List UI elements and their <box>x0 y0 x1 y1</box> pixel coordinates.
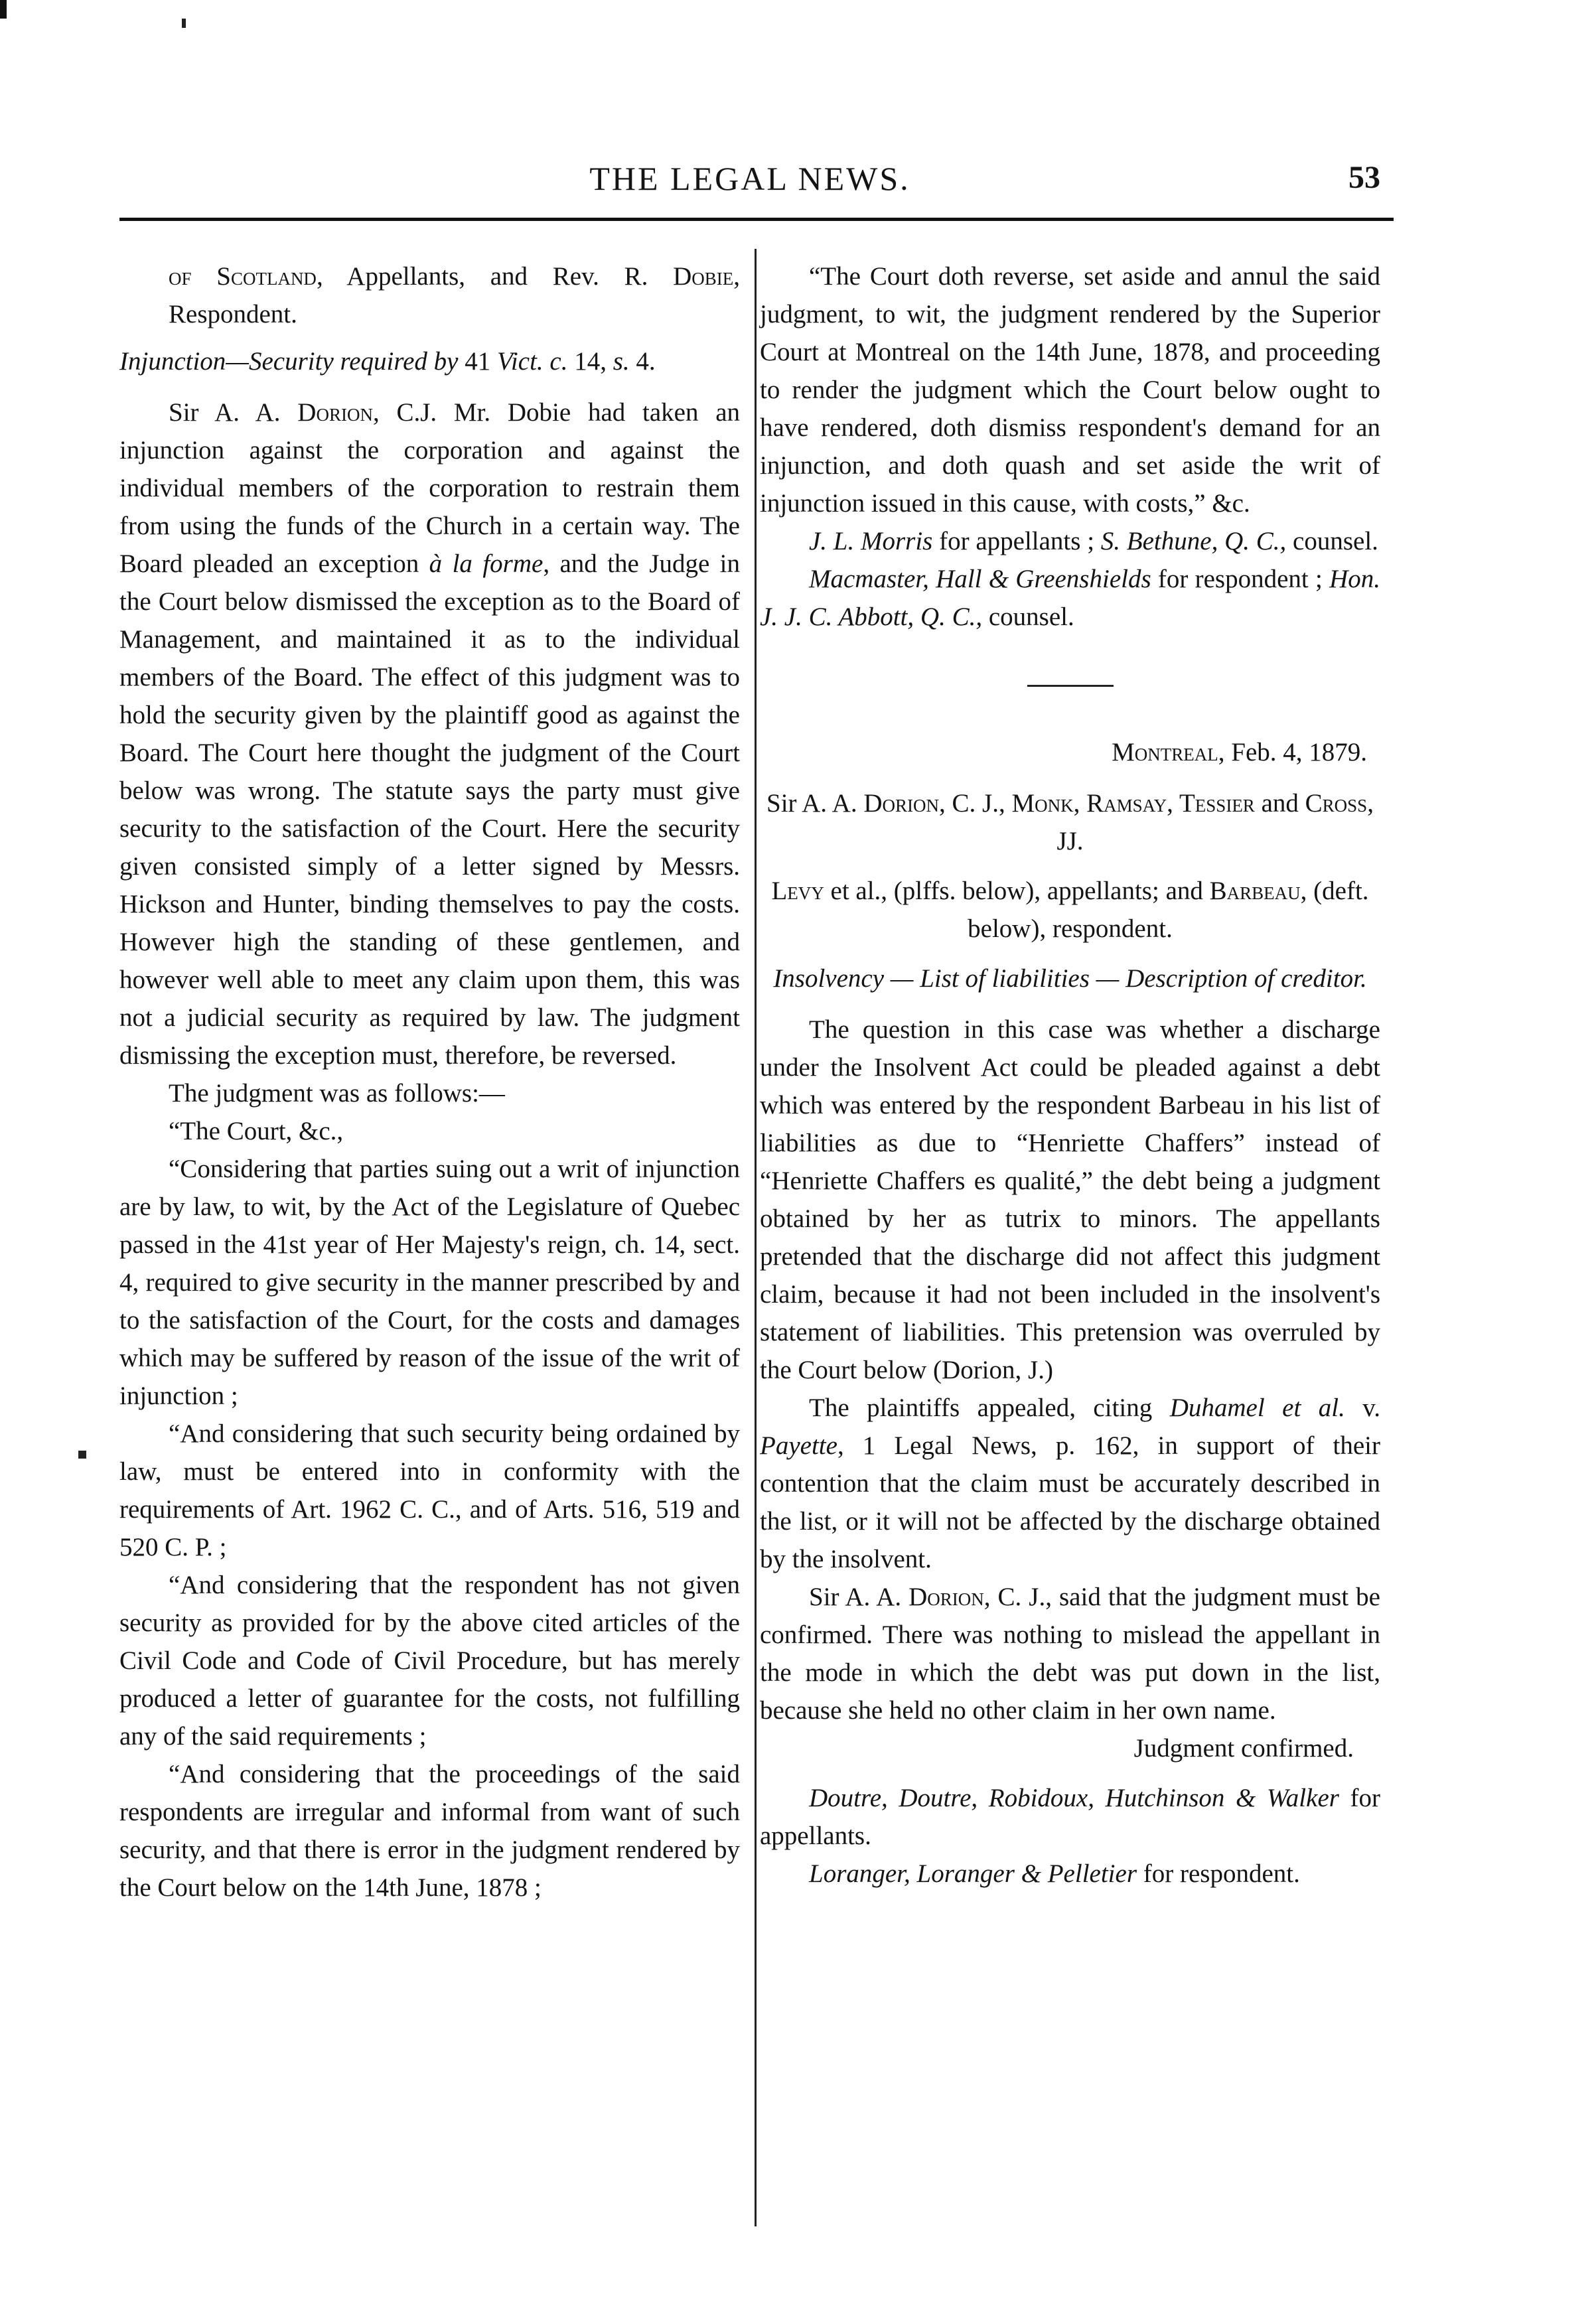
case-date: Montreal, Feb. 4, 1879. <box>1112 738 1367 766</box>
column-divider <box>755 249 757 2226</box>
case-heading-2: Insolvency — List of liabilities — Description of creditor. <box>773 964 1367 993</box>
judgment-intro: The judgment was as follows:— <box>169 1079 505 1108</box>
right-column <box>760 257 1380 1893</box>
counsel-respondent: Macmaster, Hall & Greenshields for respondent ; Hon. J. J. C. Abbott, Q. C., counsel. <box>760 565 1380 631</box>
judgment-considering-1: “Considering that parties suing out a writ of injunction are by law, to wit, by the Act of the Legislature of Quebec passed in the 41st year of Her Majesty's reign, ch. 14, sect. 4, required to give security in the manner prescribed by and to the satisfaction of the Court, for the costs and damages which may be suffered by reason of the issue of the writ of injunction ; <box>119 1155 740 1410</box>
judgment-court: “The Court, &c., <box>169 1117 344 1145</box>
judgment-considering-4: “And considering that the proceedings of the said respondents are irregular and informal from want of such security, and that there is error in the judgment rendered by the Court below on the 14th June, 1878 ; <box>119 1760 740 1902</box>
scan-speck <box>182 19 186 28</box>
counsel-respondent-2: Loranger, Loranger & Pelletier for respondent. <box>809 1859 1300 1888</box>
page-header <box>119 159 1380 212</box>
margin-bullet-mark <box>78 1451 86 1459</box>
judgment-confirmed: Judgment confirmed. <box>1133 1734 1354 1763</box>
counsel-appellants: J. L. Morris for appellants ; S. Bethune, Q. C., counsel. <box>809 527 1378 555</box>
case-parties-2: Levy et al., (plffs. below), appellants; and Barbeau, (deft. below), respondent. <box>771 877 1369 943</box>
judgment-considering-3: “And considering that the respondent has not given security as provided for by the above cited articles of the Civil Code and Code of Civil Procedure, but has merely produced a letter of guarantee for the costs, not fulfilling any of the said requirements ; <box>119 1571 740 1751</box>
scan-edge-mark <box>0 0 7 19</box>
judgment-considering-2: “And considering that such security being ordained by law, must be entered into in conformity with the requirements of Art. 1962 C. C., and of Arts. 516, 519 and 520 C. P. ; <box>119 1419 740 1561</box>
ruling-paragraph: Sir A. A. Dorion, C. J., said that the judgment must be confirmed. There was nothing to mislead the appellant in the mode in which the debt was put down in the list, because she held no other claim in her own name. <box>760 1583 1380 1725</box>
journal-title: THE LEGAL NEWS. <box>589 160 910 197</box>
opinion-paragraph: Sir A. A. Dorion, C.J. Mr. Dobie had taken an injunction against the corporation and against the individual members of the corporation to restrain them from using the funds of the Church in a certain way. The Board pleaded an exception à la forme, and the Judge in the Court below dismissed the exception as to the Board of Management, and maintained it as to the individual members of the Board. The effect of this judgment was to hold the security given by the plaintiff good as against the Board. The Court here thought the judgment of the Court below was wrong. The statute says the party must give security to the satisfaction of the Court. Here the security given consisted simply of a letter signed by Messrs. Hickson and Hunter, binding themselves to pay the costs. However high the standing of these gentlemen, and however well able to meet any claim upon them, this was not a judicial security as required by law. The judgment dismissing the exception must, therefore, be reversed. <box>119 398 740 1070</box>
left-column <box>119 257 740 1907</box>
case-heading: Injunction—Security required by 41 Vict. c. 14, s. 4. <box>119 347 656 376</box>
section-divider <box>1027 685 1114 687</box>
judgment-conclusion: “The Court doth reverse, set aside and annul the said judgment, to wit, the judgment rendered by the Superior Court at Montreal on the 14th June, 1878, and proceeding to render the judgment which the Court below ought to have rendered, doth dismiss respondent's demand for an injunction, and doth quash and set aside the writ of injunction issued in this cause, with costs,” &c. <box>760 262 1380 518</box>
header-rule <box>119 218 1394 221</box>
facts-paragraph: The question in this case was whether a discharge under the Insolvent Act could be pleaded against a debt which was entered by the respondent Barbeau in his list of liabilities as due to “Henriette Chaffers” instead of “Henriette Chaffers es qualité,” the debt being a judgment obtained by her as tutrix to minors. The appellants pretended that the discharge did not affect this judgment claim, because it had not been included in the insolvent's statement of liabilities. This pretension was overruled by the Court below (Dorion, J.) <box>760 1015 1380 1384</box>
counsel-appellants-2: Doutre, Doutre, Robidoux, Hutchinson & Walker for appellants. <box>760 1784 1380 1850</box>
bench: Sir A. A. Dorion, C. J., Monk, Ramsay, Tessier and Cross, JJ. <box>766 789 1374 855</box>
appeal-paragraph: The plaintiffs appealed, citing Duhamel et al. v. Payette, 1 Legal News, p. 162, in support of their contention that the claim must be accurately described in the list, or it will not be affected by the discharge obtained by the insolvent. <box>760 1394 1381 1573</box>
page-number: 53 <box>1348 160 1380 195</box>
case-parties: of Scotland, Appellants, and Rev. R. Dobie, Respondent. <box>169 262 740 328</box>
